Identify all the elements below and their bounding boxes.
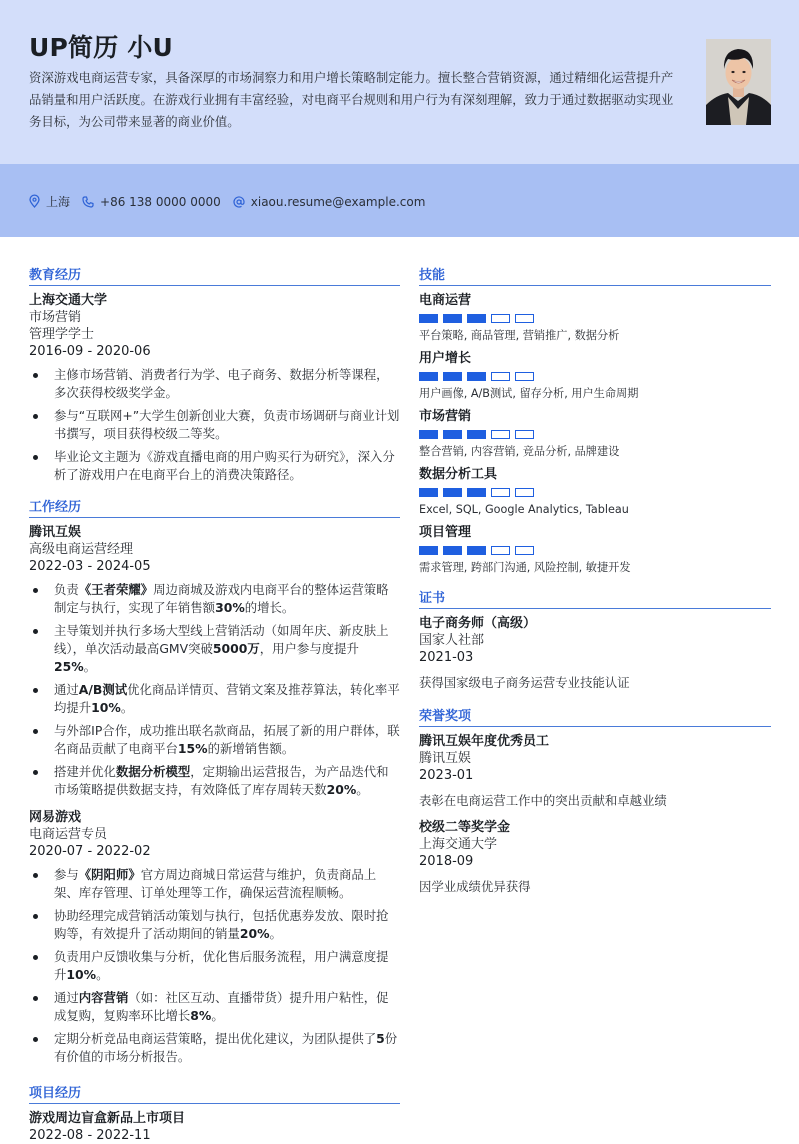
project-name: 游戏周边盲盒新品上市项目 <box>29 1111 186 1126</box>
skill-keywords: 整合营销, 内容营销, 竞品分析, 品牌建设 <box>419 445 620 458</box>
section-title: 工作经历 <box>29 496 400 518</box>
certificate-description: 获得国家级电子商务运营专业技能认证 <box>419 675 630 690</box>
skill-segment-filled <box>443 546 462 555</box>
award-issuer: 腾讯互娱 <box>419 751 472 766</box>
bullet-item: 参与“互联网+”大学生创新创业大赛，负责市场调研与商业计划书撰写，项目获得校级二等奖。 <box>29 407 400 443</box>
degree: 管理学学士 <box>29 327 95 342</box>
award-description: 表彰在电商运营工作中的突出贡献和卓越业绩 <box>419 793 667 808</box>
award-entry <box>419 819 771 895</box>
skill-segment-filled <box>467 372 486 381</box>
resume-header <box>0 0 799 164</box>
bullet-item: 通过A/B测试优化商品详情页、营销文案及推荐算法，转化率平均提升10%。 <box>29 681 400 717</box>
contact-phone[interactable] <box>82 195 221 209</box>
date-range: 2020-07 - 2022-02 <box>29 844 151 859</box>
skill-segment-filled <box>443 488 462 497</box>
skill-item <box>419 466 771 517</box>
bullet-item: 负责《王者荣耀》周边商城及游戏内电商平台的整体运营策略制定与执行，实现了年销售额30%的增长。 <box>29 581 400 617</box>
map-pin-icon <box>29 195 40 208</box>
contact-location <box>29 193 70 210</box>
award-name: 校级二等奖学金 <box>419 820 511 835</box>
phone-icon <box>82 196 94 208</box>
certificate-issuer: 国家人社部 <box>419 633 485 648</box>
skill-segment-empty <box>515 314 534 323</box>
bullet-list <box>29 866 400 1066</box>
skill-segment-empty <box>515 546 534 555</box>
skill-keywords: 用户画像, A/B测试, 留存分析, 用户生命周期 <box>419 387 639 400</box>
work-entry <box>29 809 400 1066</box>
section-title: 项目经历 <box>29 1082 400 1104</box>
skill-name: 市场营销 <box>419 409 472 424</box>
profile-summary: 资深游戏电商运营专家，具备深厚的市场洞察力和用户增长策略制定能力。擅长整合营销资源，通过精细化运营提升产品销量和用户活跃度。在游戏行业拥有丰富经验，对电商平台规则和用户行为有深刻理解，致力于通过数据驱动实现业务目标，为公司带来显著的商业价值。 <box>29 70 674 129</box>
avatar <box>706 39 771 125</box>
bullet-list <box>29 581 400 799</box>
skill-name: 项目管理 <box>419 525 472 540</box>
email-text: xiaou.resume@example.com <box>250 194 426 209</box>
skill-item <box>419 408 771 459</box>
skill-segment-filled <box>467 546 486 555</box>
bullet-item: 定期分析竞品电商运营策略，提出优化建议，为团队提供了5份有价值的市场分析报告。 <box>29 1030 400 1066</box>
right-column <box>419 264 771 895</box>
bullet-item: 主导策划并执行多场大型线上营销活动（如周年庆、新皮肤上线），单次活动最高GMV突破5000万，用户参与度提升25%。 <box>29 622 400 676</box>
work-section <box>29 496 400 1066</box>
section-title: 教育经历 <box>29 264 400 286</box>
award-date: 2018-09 <box>419 854 474 869</box>
location-text: 上海 <box>46 195 71 209</box>
section-title: 荣誉奖项 <box>419 705 771 727</box>
education-section <box>29 264 400 484</box>
skill-segment-filled <box>443 430 462 439</box>
skill-level-bar <box>419 314 771 323</box>
skill-segment-filled <box>467 430 486 439</box>
skill-segment-empty <box>491 430 510 439</box>
job-title: 电商运营专员 <box>29 827 108 842</box>
skill-keywords: 平台策略, 商品管理, 营销推广, 数据分析 <box>419 329 620 342</box>
skill-segment-filled <box>419 546 438 555</box>
bullet-item: 协助经理完成营销活动策划与执行，包括优惠券发放、限时抢购等，有效提升了活动期间的销量20%。 <box>29 907 400 943</box>
work-entry <box>29 524 400 799</box>
major: 市场营销 <box>29 310 82 325</box>
awards-section <box>419 705 771 895</box>
phone-text: +86 138 0000 0000 <box>100 194 221 209</box>
skill-keywords: 需求管理, 跨部门沟通, 风险控制, 敏捷开发 <box>419 561 631 574</box>
skill-segment-empty <box>491 488 510 497</box>
company-name: 腾讯互娱 <box>29 525 82 540</box>
skill-segment-filled <box>443 372 462 381</box>
skill-segment-filled <box>467 314 486 323</box>
skill-segment-empty <box>491 546 510 555</box>
job-title: 高级电商运营经理 <box>29 542 134 557</box>
company-name: 网易游戏 <box>29 810 82 825</box>
skills-section <box>419 264 771 575</box>
skill-level-bar <box>419 546 771 555</box>
certificate-date: 2021-03 <box>419 650 474 665</box>
date-range: 2022-03 - 2024-05 <box>29 559 151 574</box>
projects-section <box>29 1082 400 1144</box>
skill-keywords: Excel, SQL, Google Analytics, Tableau <box>419 503 629 516</box>
at-sign-icon <box>233 196 245 208</box>
bullet-item: 与外部IP合作，成功推出联名款商品，拓展了新的用户群体，联名商品贡献了电商平台15%的新增销售额。 <box>29 722 400 758</box>
bullet-item: 主修市场营销、消费者行为学、电子商务、数据分析等课程，多次获得校级奖学金。 <box>29 366 400 402</box>
skill-segment-filled <box>443 314 462 323</box>
skill-segment-empty <box>515 430 534 439</box>
certificates-section <box>419 587 771 691</box>
skill-name: 数据分析工具 <box>419 467 498 482</box>
skill-item <box>419 350 771 401</box>
candidate-name: UP简历 小U <box>29 33 174 62</box>
section-title: 技能 <box>419 264 771 286</box>
award-description: 因学业成绩优异获得 <box>419 879 531 894</box>
contact-list <box>29 193 437 210</box>
skill-segment-empty <box>515 372 534 381</box>
skill-item <box>419 292 771 343</box>
left-column <box>29 264 400 1144</box>
bullet-item: 通过内容营销（如：社区互动、直播带货）提升用户粘性，促成复购，复购率环比增长8%。 <box>29 989 400 1025</box>
bullet-list <box>29 366 400 484</box>
date-range: 2022-08 - 2022-11 <box>29 1128 151 1143</box>
skill-segment-filled <box>467 488 486 497</box>
education-entry <box>29 292 400 484</box>
skill-segment-empty <box>491 314 510 323</box>
skill-segment-filled <box>419 488 438 497</box>
skill-name: 电商运营 <box>419 293 472 308</box>
skill-segment-filled <box>419 430 438 439</box>
bullet-item: 参与《阴阳师》官方周边商城日常运营与维护，负责商品上架、库存管理、订单处理等工作，确保运营流程顺畅。 <box>29 866 400 902</box>
award-date: 2023-01 <box>419 768 474 783</box>
date-range: 2016-09 - 2020-06 <box>29 344 151 359</box>
skill-level-bar <box>419 488 771 497</box>
skill-level-bar <box>419 430 771 439</box>
skill-segment-empty <box>515 488 534 497</box>
bullet-item: 毕业论文主题为《游戏直播电商的用户购买行为研究》，深入分析了游戏用户在电商平台上的消费决策路径。 <box>29 448 400 484</box>
award-name: 腾讯互娱年度优秀员工 <box>419 734 550 749</box>
bullet-item: 负责用户反馈收集与分析，优化售后服务流程，用户满意度提升10%。 <box>29 948 400 984</box>
skill-segment-empty <box>491 372 510 381</box>
contact-email[interactable] <box>233 195 426 209</box>
skill-segment-filled <box>419 314 438 323</box>
skill-name: 用户增长 <box>419 351 472 366</box>
certificate-name: 电子商务师（高级） <box>419 616 537 631</box>
section-title: 证书 <box>419 587 771 609</box>
award-entry <box>419 733 771 809</box>
skill-segment-filled <box>419 372 438 381</box>
portrait-image <box>706 39 771 125</box>
skill-item <box>419 524 771 575</box>
school-name: 上海交通大学 <box>29 293 108 308</box>
award-issuer: 上海交通大学 <box>419 837 498 852</box>
skill-level-bar <box>419 372 771 381</box>
bullet-item: 搭建并优化数据分析模型，定期输出运营报告，为产品迭代和市场策略提供数据支持，有效降低了库存周转天数20%。 <box>29 763 400 799</box>
